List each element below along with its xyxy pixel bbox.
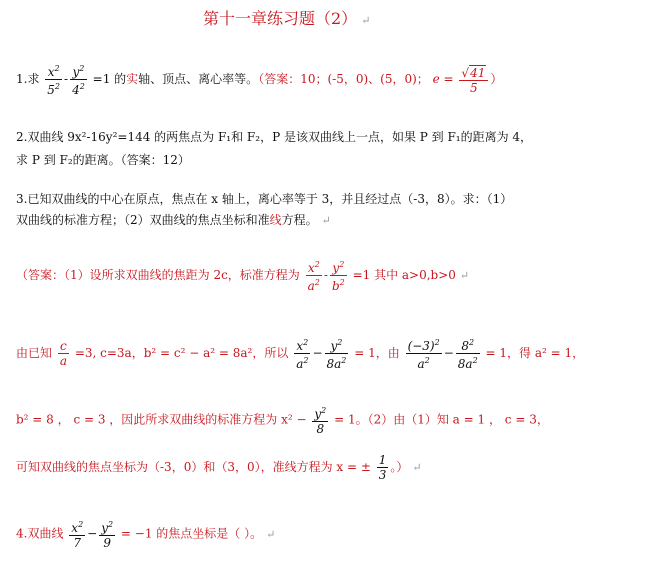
page-title: 第十一章练习题（2） ↵	[203, 9, 371, 28]
problem-3-line-1: 3.已知双曲线的中心在原点，焦点在 x 轴上，离心率等于 3，并且经过点（-3，8）。求：（1）	[16, 192, 513, 206]
answer-line-3: b² = 8 ， c = 3 ，因此所求双曲线的标准方程为 x² − $\frac{y^2}{8}$ = 1。（2）由（1）知 a = 1 ， c = 3，	[16, 406, 549, 436]
problem-2-line-2: 求 P 到 F₂的距离。（答案：12）	[16, 153, 190, 167]
fraction-x2-over-5sq: $\frac{x^2}{5^2}$	[47, 64, 61, 97]
problem-1: 1.求 $\frac{x^2}{5^2}$ - $\frac{y^2}{4^2}$ =1 的实轴、顶点、离心率等。（答案：10；(-5，0)、(5，0)； e = $\frac{√41}{5}$ ）	[16, 64, 503, 97]
problem-2-line-1: 2.双曲线 9x²-16y²=144 的两焦点为 F₁和 F₂，P 是该双曲线上一点，如果 P 到 F₁的距离为 4，	[16, 130, 533, 144]
fraction-y2-over-4sq: $\frac{y^2}{4^2}$	[72, 64, 85, 97]
answer-line-2: 由已知 $\frac{c}{a}$ =3, c=3a，b² = c² − a² = 8a²，所以 $\frac{x^2}{a^2}$ − $\frac{y^2}{8a^2}$ = 1，由 $\frac{(-3)^2}{a^2}$ − $\frac{8^2}{8a^2}$ = 1，得 a² = 1，	[16, 338, 585, 371]
problem-1-answer: （答案：10；(-5，0)、(5，0)； e = $\frac{√41}{5}$ ）	[258, 65, 503, 95]
answer-line-1: （答案：（1）设所求双曲线的焦距为 2c，标准方程为 $\frac{x^2}{a^2}$ - $\frac{y^2}{b^2}$ =1 其中 a>0,b>0 ↵	[16, 260, 470, 293]
answer-line-4: 可知双曲线的焦点坐标为（-3，0）和（3，0），准线方程为 x = ± $\frac{1}{3}$ 。） ↵	[16, 453, 422, 482]
problem-3-line-2: 双曲线的标准方程；（2）双曲线的焦点坐标和准线方程。 ↵	[16, 213, 331, 227]
problem-4: 4.双曲线 $\frac{x^2}{7}$ − $\frac{y^2}{9}$ = −1 的焦点坐标是（ ）。 ↵	[16, 520, 276, 550]
